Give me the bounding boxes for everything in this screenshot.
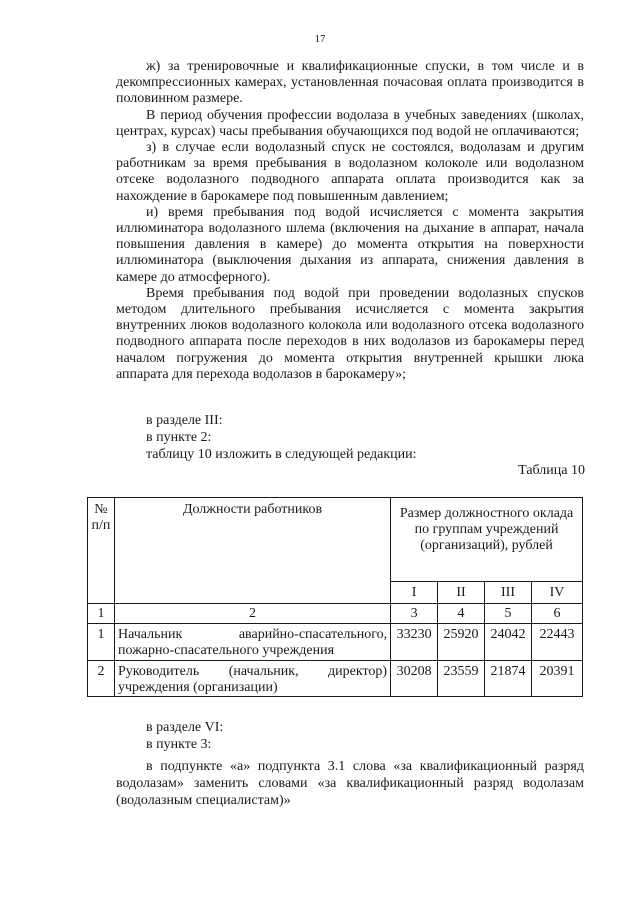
- row-position: Начальник аварийно-спасательного, пожарно-спасательного учреждения: [114, 624, 390, 661]
- table-row: [88, 624, 583, 661]
- col-number-4: 4: [438, 604, 485, 624]
- section-line-3: таблицу 10 изложить в следующей редакции:: [146, 447, 417, 462]
- group-4: IV: [532, 582, 583, 604]
- row-value-4: 22443: [532, 624, 583, 661]
- group-2: II: [438, 582, 485, 604]
- row-num: 1: [88, 624, 115, 661]
- col-number-6: 6: [532, 604, 583, 624]
- section-line-2: в пункте 2:: [146, 430, 212, 445]
- body-text: [116, 59, 584, 383]
- col-number-5: 5: [485, 604, 532, 624]
- table-row: [88, 661, 583, 697]
- row-value-3: 21874: [485, 661, 532, 697]
- header-salary: Размер должностного оклада по группам учреждений (организаций), рублей: [391, 498, 583, 582]
- bottom-line-1: в разделе VI:: [146, 720, 224, 735]
- section-line-1: в разделе III:: [146, 413, 223, 428]
- row-value-1: 33230: [391, 624, 438, 661]
- row-value-4: 20391: [532, 661, 583, 697]
- row-value-2: 25920: [438, 624, 485, 661]
- paragraph-training: В период обучения профессии водолаза в учебных заведениях (школах, центрах, курсах) часы пребывания обучающихся под водой не оплачиваются;: [116, 107, 584, 139]
- page-number: 17: [314, 33, 326, 45]
- col-number-2: 2: [114, 604, 390, 624]
- row-num: 2: [88, 661, 115, 697]
- col-number-1: 1: [88, 604, 115, 624]
- row-value-1: 30208: [391, 661, 438, 697]
- paragraph-zh: ж) за тренировочные и квалификационные спуски, в том числе и в декомпрессионных камерах, установленная почасовая оплата производится в половинном размере.: [116, 59, 584, 107]
- col-number-3: 3: [391, 604, 438, 624]
- bottom-line-2: в пункте 3:: [146, 737, 212, 752]
- bottom-line-3: в подпункте «а» подпункта 3.1 слова «за квалификационный разряд водолазам» заменить словами «за квалификационный разряд водолазам (водолазным специалистам)»: [116, 759, 584, 808]
- header-position: Должности работников: [114, 498, 390, 604]
- row-value-3: 24042: [485, 624, 532, 661]
- header-num: № п/п: [88, 498, 115, 604]
- paragraph-i: и) время пребывания под водой исчисляется с момента закрытия иллюминатора водолазного шлема (включения на дыхание в аппарат, начала повышения давления в камере) до момента открытия на поверхности иллюминатора (выключения дыхания из аппарата, снижения давления в камере до атмосферного).: [116, 204, 584, 285]
- row-value-2: 23559: [438, 661, 485, 697]
- row-position: Руководитель (начальник, директор) учреждения (организации): [114, 661, 390, 697]
- paragraph-z: з) в случае если водолазный спуск не состоялся, водолазам и другим работникам за время пребывания в водолазном колоколе или водолазном отсеке водолазного подводного аппарата оплата производится как за нахождение в барокамере под повышенным давлением;: [116, 140, 584, 204]
- group-1: I: [391, 582, 438, 604]
- bottom-text: [116, 719, 584, 809]
- paragraph-duration: Время пребывания под водой при проведении водолазных спусков методом длительного пребывания исчисляется с момента закрытия внутренних люков водолазного колокола или водолазного отсека водолазного подводного аппарата после переходов в них водолазов из барокамеры перед началом погружения до момента открытия внутренней крышки люка аппарата для перехода водолазов в барокамеру»;: [116, 285, 584, 382]
- table-caption: Таблица 10: [518, 463, 585, 478]
- group-3: III: [485, 582, 532, 604]
- salary-table: [87, 497, 583, 697]
